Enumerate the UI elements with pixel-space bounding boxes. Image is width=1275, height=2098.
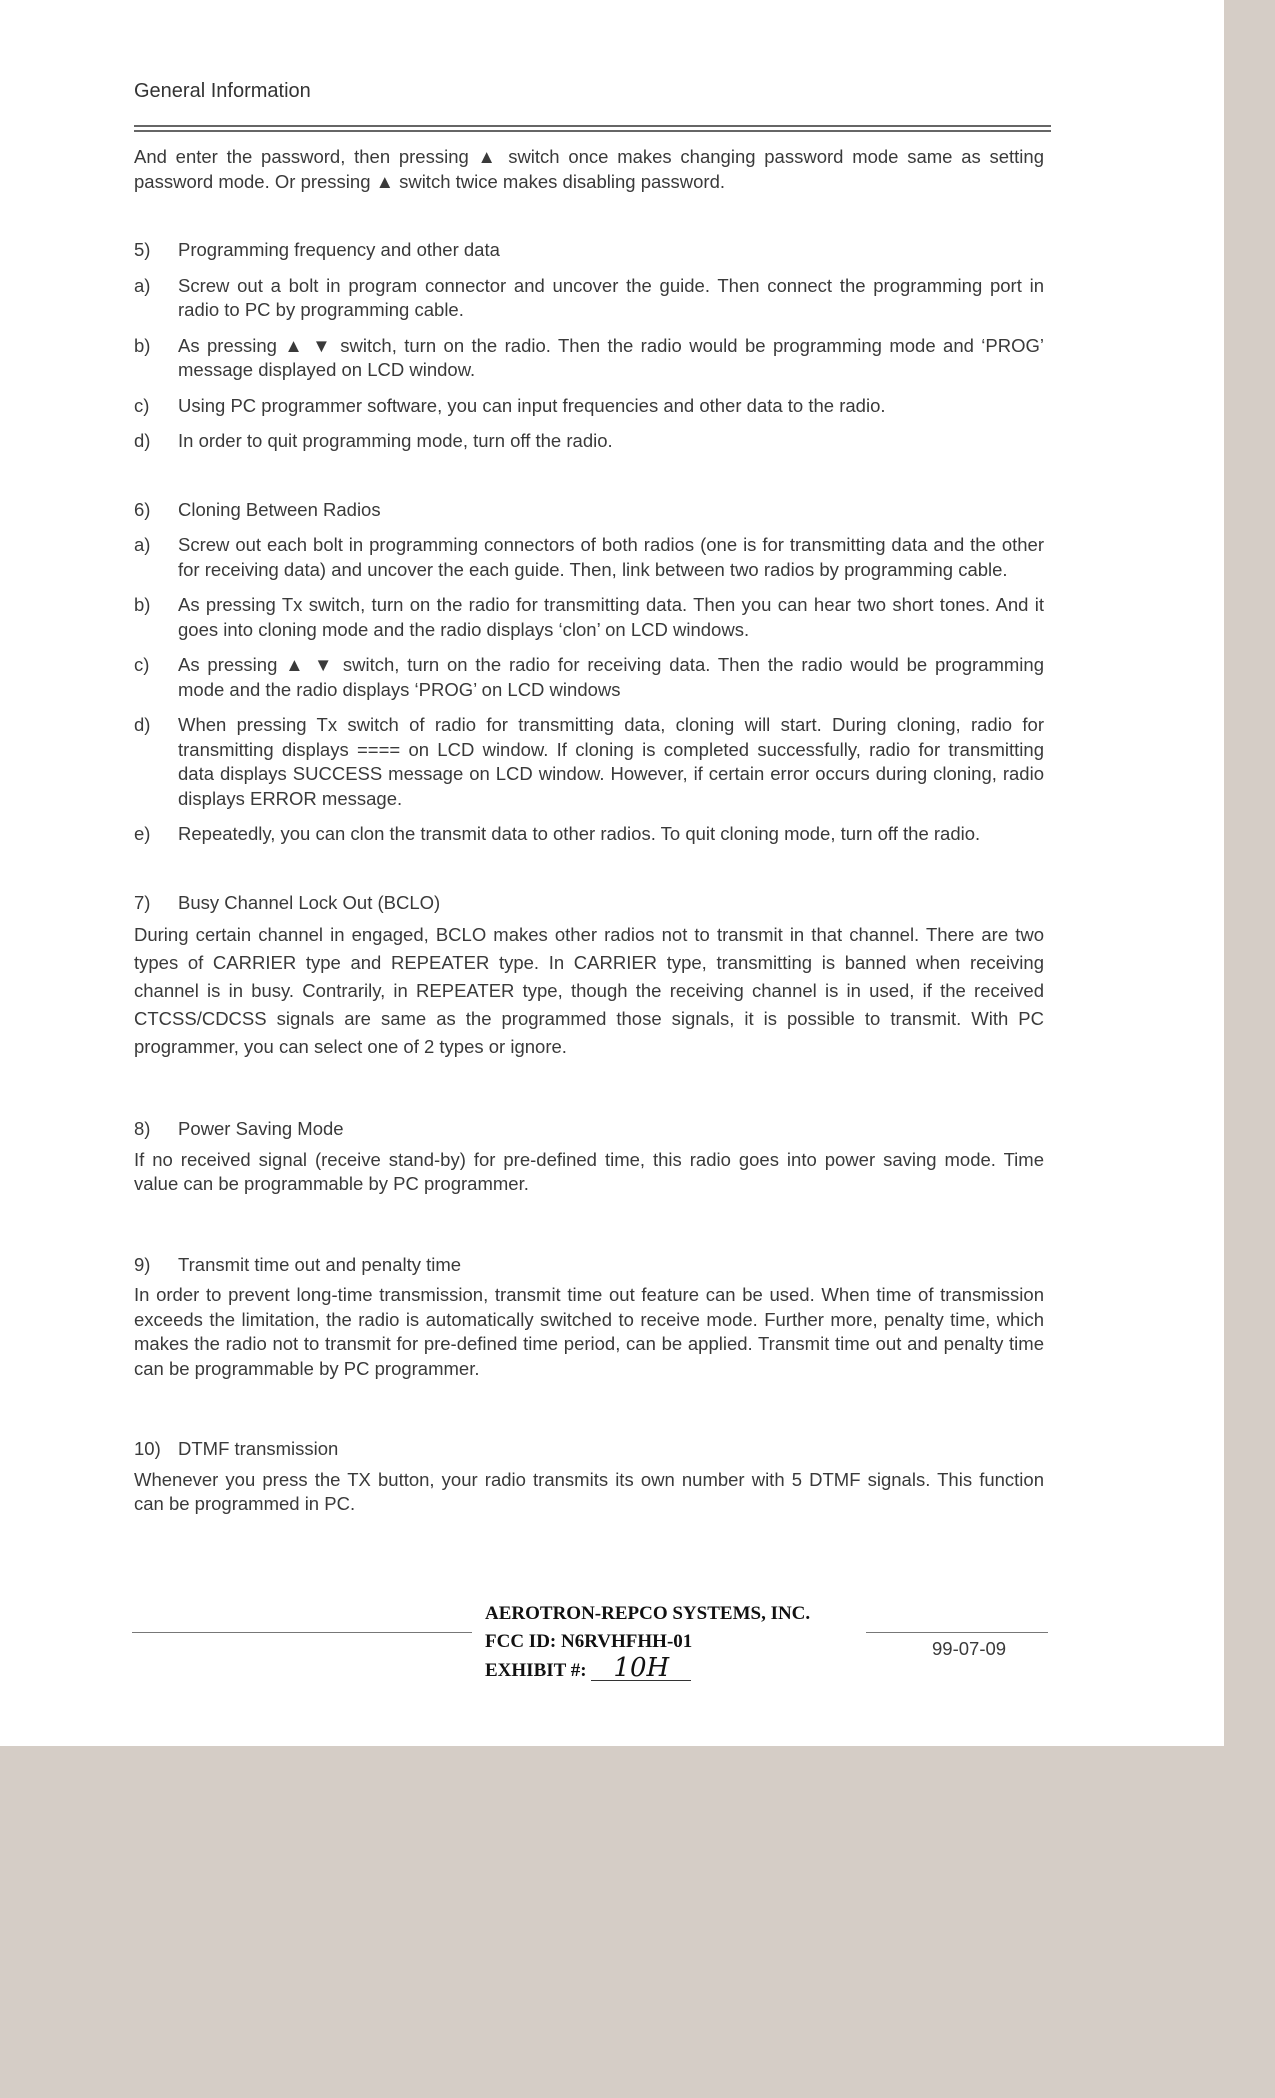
section-title: Busy Channel Lock Out (BCLO) — [178, 891, 441, 913]
fcc-id-line — [485, 1628, 845, 1656]
item-label: c) — [134, 654, 150, 675]
footer-rule-right — [866, 1632, 1048, 1633]
fcc-id-label: FCC ID: — [485, 1631, 557, 1652]
item-text: As pressing ▲ ▼ switch, turn on the radio. Then the radio would be programming mode and ‘PROG’ message displayed on LCD window. — [178, 334, 1044, 380]
section-body: In order to prevent long-time transmission, transmit time out feature can be used. When time of transmission exceeds the limitation, the radio is automatically switched to receive mode. Further more, penalty time, which makes the radio not to transmit for pre-defined time period, can be applied. Transmit time out and penalty time can be programmable by PC programmer. — [134, 1284, 1044, 1379]
header-rule — [134, 125, 1051, 127]
item-text: Screw out each bolt in programming connectors of both radios (one is for transmitting data and the other for receiving data) and uncover the each guide. Then, link between two radios by programming cable. — [178, 534, 1044, 580]
document-body — [134, 145, 1044, 1517]
item-text: In order to quit programming mode, turn off the radio. — [178, 430, 613, 451]
list-item — [134, 429, 1044, 454]
section-number: 10) — [134, 1438, 161, 1459]
page-header: General Information — [134, 80, 311, 102]
section-5-heading — [134, 238, 1044, 263]
exhibit-stamp — [485, 1600, 845, 1685]
list-item — [134, 533, 1044, 582]
section-body: During certain channel in engaged, BCLO makes other radios not to transmit in that channel. There are two types of CARRIER type and REPEATER type. In CARRIER type, transmitting is banned when receiving channel is in busy. Contrarily, in REPEATER type, though the receiving channel is in used, if the received CTCSS/CDCSS signals are same as the programmed those signals, it is possible to transmit. With PC programmer, you can select one of 2 types or ignore. — [134, 924, 1044, 1057]
item-label: d) — [134, 430, 151, 451]
section-number: 9) — [134, 1253, 151, 1275]
header-rule-double — [134, 130, 1051, 132]
item-label: a) — [134, 274, 151, 296]
section-8-heading — [134, 1117, 1044, 1142]
section-number: 8) — [134, 1118, 151, 1139]
section-number: 6) — [134, 498, 151, 520]
section-title: DTMF transmission — [178, 1438, 339, 1459]
item-text: Screw out a bolt in program connector and uncover the guide. Then connect the programming port in radio to PC by programming cable. — [178, 274, 1044, 320]
item-label: d) — [134, 714, 151, 735]
section-title: Transmit time out and penalty time — [178, 1253, 462, 1275]
list-item — [134, 394, 1044, 419]
section-body: If no received signal (receive stand-by) for pre-defined time, this radio goes into power saving mode. Time value can be programmable by PC programmer. — [134, 1148, 1044, 1194]
item-text: As pressing Tx switch, turn on the radio for transmitting data. Then you can hear two short tones. And it goes into cloning mode and the radio displays ‘clon’ on LCD windows. — [178, 594, 1044, 640]
list-item — [134, 822, 1044, 847]
section-title: Power Saving Mode — [178, 1118, 344, 1139]
section-number: 5) — [134, 239, 151, 260]
item-label: b) — [134, 334, 151, 356]
fcc-id-value: N6RVHFHH-01 — [561, 1631, 693, 1652]
exhibit-line — [485, 1653, 845, 1685]
section-number: 7) — [134, 891, 151, 913]
list-item — [134, 593, 1044, 642]
item-text: As pressing ▲ ▼ switch, turn on the radio for receiving data. Then the radio would be programming mode and the radio displays ‘PROG’ on LCD windows — [178, 654, 1044, 700]
list-item — [134, 334, 1044, 383]
item-label: b) — [134, 594, 151, 615]
item-text: When pressing Tx switch of radio for transmitting data, cloning will start. During cloning, radio for transmitting displays ==== on LCD window. If cloning is completed successfully, radio for transmitting data displays SUCCESS message on LCD window. However, if certain error occurs during cloning, radio displays ERROR message. — [178, 714, 1044, 809]
list-item — [134, 274, 1044, 323]
section-6-heading — [134, 498, 1044, 523]
intro-paragraph: And enter the password, then pressing ▲ switch once makes changing password mode same as setting password mode. Or pressing ▲ switch twice makes disabling password. — [134, 146, 1044, 192]
scan-margin — [1224, 0, 1275, 1746]
exhibit-label: EXHIBIT #: — [485, 1660, 587, 1681]
item-label: c) — [134, 394, 150, 416]
exhibit-value: 10H — [591, 1656, 691, 1681]
item-label: e) — [134, 823, 151, 844]
section-9-heading — [134, 1253, 1044, 1278]
item-text: Using PC programmer software, you can input frequencies and other data to the radio. — [178, 394, 886, 416]
item-label: a) — [134, 534, 151, 555]
section-7-heading — [134, 891, 1044, 916]
list-item — [134, 713, 1044, 811]
section-title: Cloning Between Radios — [178, 498, 381, 520]
list-item — [134, 653, 1044, 702]
section-10-heading — [134, 1437, 1044, 1462]
section-body: Whenever you press the TX button, your radio transmits its own number with 5 DTMF signals. This function can be programmed in PC. — [134, 1468, 1044, 1514]
document-date: 99-07-09 — [932, 1638, 1007, 1659]
company-name: AEROTRON-REPCO SYSTEMS, INC. — [485, 1603, 811, 1624]
section-title: Programming frequency and other data — [178, 239, 500, 260]
item-text: Repeatedly, you can clon the transmit data to other radios. To quit cloning mode, turn off the radio. — [178, 823, 981, 844]
footer-rule-left — [132, 1632, 472, 1633]
